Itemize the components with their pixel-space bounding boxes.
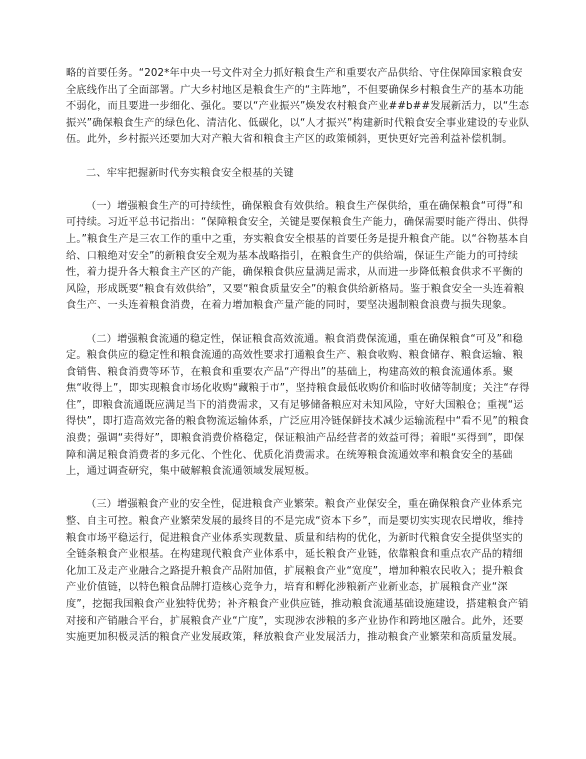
spacer [66, 481, 530, 498]
intro-paragraph: 略的首要任务。“202*年中央一号文件对全力抓好粮食生产和重要农产品供给、守住保障国家粮食安全底线作出了全面部署。广大乡村地区是粮食生产的“主阵地”，不但要确保乡村粮食生产的基本功能不弱化，而且要进一步细化、强化。要以“产业振兴”焕发农村粮食产业##b##发展新活力，以“生态振兴”确保粮食生产的绿色化、清洁化、低碳化，以“人才振兴”构建新时代粮食安全事业建设的专业队伍。此外，乡村振兴还要加大对产粮大省和粮食主产区的政策倾斜，更快更好完善利益补偿机制。 [66, 68, 530, 146]
spacer [66, 315, 530, 332]
paragraph-3: （三）增强粮食产业的安全性，促进粮食产业繁荣。粮食产业保安全，重在确保粮食产业体系完整、自主可控。粮食产业繁荣发展的最终目的不是完成“资本下乡”，而是要切实实现农民增收，维持粮食市场平稳运行，促进粮食产业体系实现数量、质量和结构的优化，为新时代粮食安全提供坚实的全链条粮食产业根基。在构建现代粮食产业体系中，延长粮食产业链，依靠粮食和重点农产品的精细化加工及走产业融合之路提升粮食产品附加值，扩展粮食产业“宽度”，增加种粮农民收入；提升粮食产业价值链，以特色粮食品牌打造核心竞争力，培育和孵化涉粮新产业新业态，扩展粮食产业“深度”，挖掘我国粮食产业独特优势；补齐粮食产业供应链，推动粮食流通基础设施建设，搭建粮食产销对接和产销融合平台，扩展粮食产业“广度”，实现涉农涉粮的多产业协作和跨地区融合。此外，还要实施更加积极灵活的粮食产业发展政策，释放粮食产业发展活力，推动粮食产业繁荣和高质量发展。 [66, 499, 529, 644]
spacer [66, 149, 530, 166]
section-heading: 二、牢牢把握新时代夯实粮食安全根基的关键 [86, 167, 294, 179]
paragraph-2: （二）增强粮食流通的稳定性，保证粮食高效流通。粮食消费保流通，重在确保粮食“可及”和稳定。粮食供应的稳定性和粮食流通的高效性要求打通粮食生产、粮食收购、粮食储存、粮食运输、粮食销售、粮食消费等环节，在粮食和重要农产品“产得出”的基础上，构建高效的粮食流通体系。聚焦“收得上”，即实现粮食市场化收购“藏粮于市”，坚持粮食最低收购价和临时收储等制度；关注“存得住”，即粮食流通既应满足当下的消费需求，又有足够储备粮应对未知风险，守好大国粮仓；重视“运得快”，即打造高效完备的粮食物流运输体系，广泛应用冷链保鲜技术减少运输流程中“看不见”的粮食浪费；强调“卖得好”，即粮食消费价格稳定，保证粮油产品经营者的效益可得；着眼“买得到”，即保障和满足粮食消费者的多元化、个性化、优质化消费需求。在统筹粮食流通效率和粮食安全的基础上，通过调查研究，集中破解粮食流通领域发展短板。 [66, 333, 530, 478]
paragraph-1: （一）增强粮食生产的可持续性，确保粮食有效供给。粮食生产保供给，重在确保粮食“可得”和可持续。习近平总书记指出：“保障粮食安全，关键是要保粮食生产能力，确保需要时能产得出、供得上。”粮食生产是三农工作的重中之重，夯实粮食安全根基的首要任务是提升粮食产能。以“谷物基本自给、口粮绝对安全”的新粮食安全观为基本战略指引，在粮食生产的供给端，保证生产能力的可持续性，着力提升各大粮食主产区的产能，确保粮食供应量满足需求，从而进一步降低粮食供求不平衡的风险，形成既要“粮食有效供给”，又要“粮食质量安全”的粮食供给新格局。鉴于粮食安全一头连着粮食生产、一头连着粮食消费，在着力增加粮食产量产能的同时，要坚决遏制粮食浪费与损失现象。 [66, 200, 529, 312]
